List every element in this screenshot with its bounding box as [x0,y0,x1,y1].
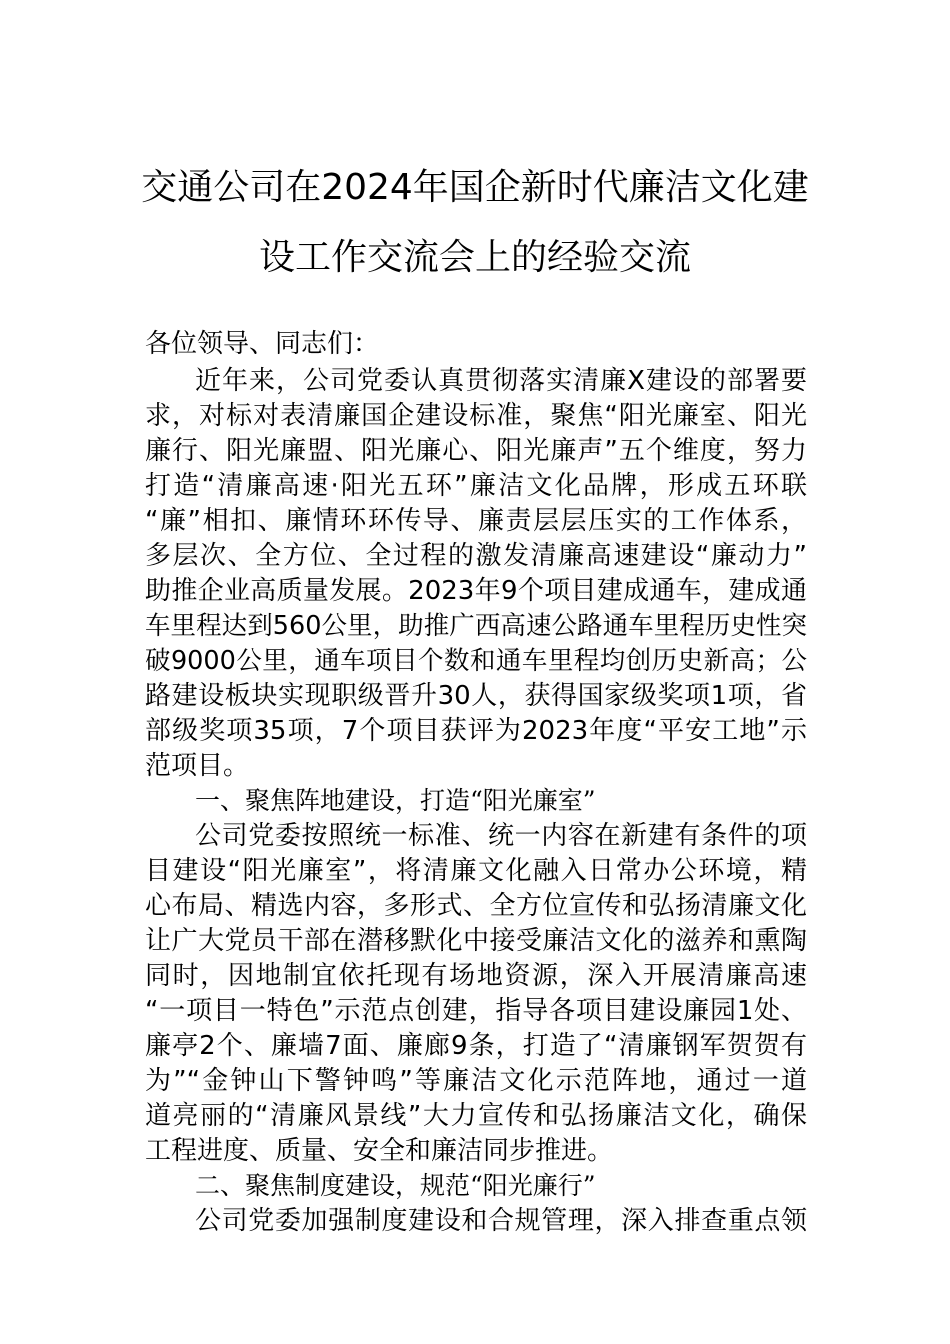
document-title-line-1: 交通公司在2024年国企新时代廉洁文化建 [141,167,809,208]
paragraph-line: 道亮丽的“清廉风景线”大力宣传和弘扬廉洁文化，确保 [145,1101,807,1131]
document-title-line-2: 设工作交流会上的经验交流 [258,237,691,278]
paragraph-line: 公司党委加强制度建设和合规管理，深入排查重点领 [195,1206,807,1236]
paragraph-line: 工程进度、质量、安全和廉洁同步推进。 [145,1136,614,1166]
paragraph-line: 同时，因地制宜依托现有场地资源，深入开展清廉高速 [145,961,807,991]
paragraph-line: “廉”相扣、廉情环环传导、廉责层层压实的工作体系， [145,506,807,536]
paragraph-line: 廉行、阳光廉盟、阳光廉心、阳光廉声”五个维度，努力 [145,436,807,466]
paragraph-line: 为”“金钟山下警钟鸣”等廉洁文化示范阵地，通过一道 [145,1066,807,1096]
paragraph-line: 车里程达到560公里，助推广西高速公路通车里程历史性突 [145,611,807,641]
paragraph-line: 心布局、精选内容，多形式、全方位宣传和弘扬清廉文化 [145,891,807,921]
paragraph-line: “一项目一特色”示范点创建，指导各项目建设廉园1处、 [145,996,807,1026]
paragraph-line: 破9000公里，通车项目个数和通车里程均创历史新高；公 [145,646,807,676]
paragraph-line: 让广大党员干部在潜移默化中接受廉洁文化的滋养和熏陶 [145,926,807,956]
paragraph-line: 部级奖项35项，7个项目获评为2023年度“平安工地”示 [145,716,807,746]
section-heading: 二、聚焦制度建设，规范“阳光廉行” [195,1171,596,1200]
paragraph-line: 廉亭2个、廉墙7面、廉廊9条，打造了“清廉钢军贺贺有 [145,1031,807,1061]
section-heading: 一、聚焦阵地建设，打造“阳光廉室” [195,786,596,815]
paragraph-line: 近年来，公司党委认真贯彻落实清廉X建设的部署要 [195,366,807,396]
paragraph-line: 求，对标对表清廉国企建设标准，聚焦“阳光廉室、阳光 [145,401,807,431]
paragraph-line: 多层次、全方位、全过程的激发清廉高速建设“廉动力” [145,541,807,571]
paragraph-line: 公司党委按照统一标准、统一内容在新建有条件的项 [195,821,807,851]
salutation: 各位领导、同志们： [145,329,380,359]
paragraph-line: 范项目。 [145,751,250,781]
paragraph-line: 助推企业高质量发展。2023年9个项目建成通车，建成通 [145,576,807,606]
paragraph-line: 目建设“阳光廉室”，将清廉文化融入日常办公环境，精 [145,856,807,886]
paragraph-line: 路建设板块实现职级晋升30人，获得国家级奖项1项，省 [145,681,807,711]
paragraph-line: 打造“清廉高速·阳光五环”廉洁文化品牌，形成五环联 [145,471,807,501]
